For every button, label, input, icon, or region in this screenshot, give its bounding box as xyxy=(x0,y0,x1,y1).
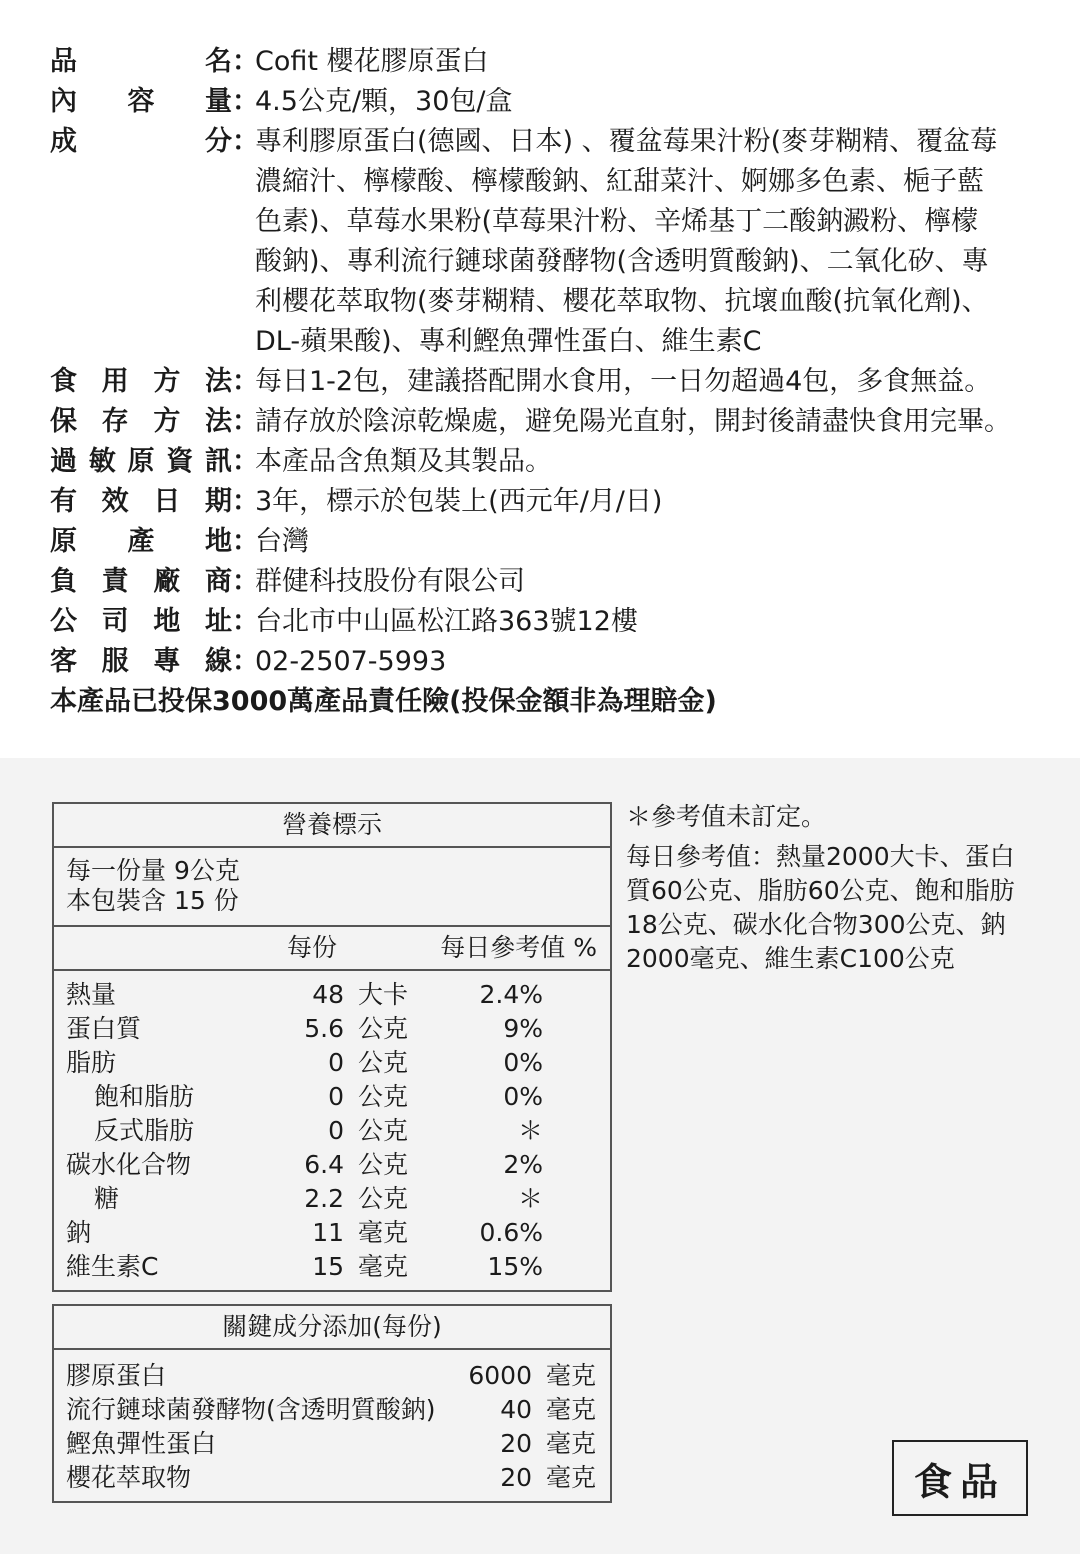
info-colon: ： xyxy=(232,46,259,77)
nutrient-amount: 48 xyxy=(312,980,344,1009)
info-label-char: 品 xyxy=(50,46,77,77)
ingredient-name: 膠原蛋白 xyxy=(66,1361,167,1390)
nutrition-title: 營養標示 xyxy=(54,804,610,848)
key-ingredient-row xyxy=(54,1359,610,1393)
key-ingredient-row xyxy=(54,1393,610,1427)
info-value xyxy=(255,562,1040,602)
info-value-line: 利櫻花萃取物(麥芽糊精、櫻花萃取物、抗壞血酸(抗氧化劑)、 xyxy=(255,286,989,317)
info-label-char: 原 xyxy=(50,526,77,557)
ingredient-unit: 毫克 xyxy=(546,1463,597,1492)
ingredient-unit: 毫克 xyxy=(546,1395,597,1424)
info-label-char: 保 xyxy=(50,406,77,437)
info-label-char: 量 xyxy=(205,86,232,117)
info-label-char: 資 xyxy=(166,446,194,477)
nutrient-daily-value: 2% xyxy=(503,1150,543,1179)
nutrient-name: 維生素C xyxy=(66,1252,159,1281)
info-label-char: 專 xyxy=(153,646,181,677)
ingredient-amount: 6000 xyxy=(468,1361,532,1390)
info-colon: ： xyxy=(232,406,259,437)
nutrition-panel xyxy=(0,758,1080,1554)
info-label-char: 敏 xyxy=(88,446,116,477)
info-label-char: 日 xyxy=(153,486,181,517)
nutrient-name: 熱量 xyxy=(66,980,117,1009)
ingredient-name: 鰹魚彈性蛋白 xyxy=(66,1429,217,1458)
nutrient-unit: 公克 xyxy=(358,1082,409,1111)
info-value xyxy=(255,642,1040,682)
daily-reference-line: 質60公克、脂肪60公克、飽和脂肪 xyxy=(626,876,1015,905)
info-value xyxy=(255,122,1040,362)
info-label-char: 服 xyxy=(101,646,129,677)
info-row xyxy=(50,42,1040,82)
ingredient-name: 櫻花萃取物 xyxy=(66,1463,192,1492)
nutrient-amount: 15 xyxy=(312,1252,344,1281)
info-label-char: 分 xyxy=(205,126,232,157)
ingredient-name: 流行鏈球菌發酵物(含透明質酸鈉) xyxy=(66,1395,436,1424)
info-label xyxy=(50,482,232,522)
info-label xyxy=(50,42,232,82)
ingredient-amount: 20 xyxy=(500,1429,532,1458)
info-row xyxy=(50,82,1040,122)
nutrition-row xyxy=(54,1216,610,1250)
info-label-char: 有 xyxy=(50,486,77,517)
info-value xyxy=(255,482,1040,522)
serving-info xyxy=(54,848,610,927)
nutrient-daily-value: 0% xyxy=(503,1082,543,1111)
nutrient-name: 飽和脂肪 xyxy=(94,1082,195,1111)
info-value-line: 色素)、草莓水果粉(草莓果汁粉、辛烯基丁二酸鈉澱粉、檸檬 xyxy=(255,206,979,237)
nutrition-row xyxy=(54,1250,610,1284)
nutrient-unit: 大卡 xyxy=(358,980,409,1009)
nutrition-rows xyxy=(54,971,610,1290)
nutrient-unit: 公克 xyxy=(358,1014,409,1043)
info-value-line: 3年，標示於包裝上(西元年/月/日) xyxy=(255,486,663,517)
nutrient-daily-value: 0% xyxy=(503,1048,543,1077)
servings-per-pack: 本包裝含 15 份 xyxy=(66,886,239,915)
info-value xyxy=(255,602,1040,642)
key-ingredients-title: 關鍵成分添加(每份) xyxy=(54,1306,610,1350)
info-label-char: 負 xyxy=(50,566,77,597)
nutrition-row xyxy=(54,1046,610,1080)
key-ingredient-rows xyxy=(54,1350,610,1501)
info-label-char: 方 xyxy=(153,366,181,397)
nutrient-amount: 0 xyxy=(328,1082,344,1111)
key-ingredients-table xyxy=(52,1304,612,1503)
info-value xyxy=(255,402,1040,442)
info-colon: ： xyxy=(232,646,259,677)
info-label-char: 期 xyxy=(204,486,232,517)
nutrient-name: 糖 xyxy=(94,1184,120,1213)
info-label-char: 容 xyxy=(127,86,155,117)
daily-reference-line: 18公克、碳水化合物300公克、鈉 xyxy=(626,910,1006,939)
reference-notes xyxy=(626,800,1036,976)
info-value-line: 每日1-2包，建議搭配開水食用，一日勿超過4包，多食無益。 xyxy=(255,366,992,397)
daily-reference-line: 每日參考值：熱量2000大卡、蛋白 xyxy=(626,842,1015,871)
info-label-char: 公 xyxy=(50,606,77,637)
info-value-line: 專利膠原蛋白(德國、日本) 、覆盆莓果汁粉(麥芽糊精、覆盆莓 xyxy=(255,126,998,157)
nutrient-unit: 毫克 xyxy=(358,1252,409,1281)
info-row xyxy=(50,402,1040,442)
info-label-char: 原 xyxy=(127,446,155,477)
product-info xyxy=(50,42,1040,722)
info-colon: ： xyxy=(232,126,259,157)
info-colon: ： xyxy=(232,366,259,397)
daily-value-header: 每日參考值 % xyxy=(440,933,597,962)
info-label-char: 名 xyxy=(205,46,232,77)
info-label-char: 效 xyxy=(101,486,129,517)
nutrition-row xyxy=(54,1012,610,1046)
info-label-char: 存 xyxy=(101,406,129,437)
nutrient-amount: 0 xyxy=(328,1116,344,1145)
nutrition-header xyxy=(54,927,610,971)
nutrition-row xyxy=(54,1114,610,1148)
daily-reference-note xyxy=(626,840,1036,976)
info-value-line: 酸鈉)、專利流行鏈球菌發酵物(含透明質酸鈉)、二氧化矽、專 xyxy=(255,246,989,277)
info-label-char: 過 xyxy=(50,446,77,477)
info-value xyxy=(255,362,1040,402)
info-label-char: 司 xyxy=(101,606,129,637)
info-row xyxy=(50,562,1040,602)
nutrient-name: 蛋白質 xyxy=(66,1014,142,1043)
info-label xyxy=(50,562,232,602)
not-established-note: ＊參考值未訂定。 xyxy=(626,802,827,831)
nutrient-daily-value: 9% xyxy=(503,1014,543,1043)
nutrient-name: 碳水化合物 xyxy=(66,1150,192,1179)
info-value-line: 台灣 xyxy=(255,526,309,557)
nutrient-amount: 5.6 xyxy=(304,1014,344,1043)
info-value-line: DL-蘋果酸)、專利鰹魚彈性蛋白、維生素C xyxy=(255,326,762,357)
info-row xyxy=(50,482,1040,522)
info-value-line: 本產品含魚類及其製品。 xyxy=(255,446,552,477)
info-label xyxy=(50,602,232,642)
nutrient-amount: 2.2 xyxy=(304,1184,344,1213)
info-label-char: 線 xyxy=(204,646,232,677)
info-label xyxy=(50,362,232,402)
key-ingredient-row xyxy=(54,1427,610,1461)
nutrition-facts-table xyxy=(52,802,612,1292)
nutrient-amount: 0 xyxy=(328,1048,344,1077)
info-label-char: 法 xyxy=(204,366,232,397)
info-colon: ： xyxy=(232,566,259,597)
nutrient-daily-value: ＊ xyxy=(517,1184,543,1213)
info-value-line: 4.5公克/顆，30包/盒 xyxy=(255,86,513,117)
info-label xyxy=(50,402,232,442)
info-value-line: Cofit 櫻花膠原蛋白 xyxy=(255,46,489,77)
nutrient-name: 脂肪 xyxy=(66,1048,117,1077)
info-label-char: 產 xyxy=(127,526,155,557)
nutrition-row xyxy=(54,1182,610,1216)
info-label-char: 地 xyxy=(205,526,232,557)
info-value xyxy=(255,522,1040,562)
ingredient-unit: 毫克 xyxy=(546,1361,597,1390)
info-row xyxy=(50,642,1040,682)
info-row xyxy=(50,522,1040,562)
insurance-disclaimer: 本產品已投保3000萬產品責任險(投保金額非為理賠金) xyxy=(50,686,717,717)
nutrition-row xyxy=(54,1080,610,1114)
info-row xyxy=(50,362,1040,402)
info-colon: ： xyxy=(232,606,259,637)
info-value-line: 群健科技股份有限公司 xyxy=(255,566,525,597)
info-colon: ： xyxy=(232,526,259,557)
nutrient-daily-value: ＊ xyxy=(517,1116,543,1145)
ingredient-unit: 毫克 xyxy=(546,1429,597,1458)
nutrient-unit: 公克 xyxy=(358,1048,409,1077)
ingredient-amount: 40 xyxy=(500,1395,532,1424)
nutrient-amount: 11 xyxy=(312,1218,344,1247)
info-label-char: 址 xyxy=(204,606,232,637)
ingredient-amount: 20 xyxy=(500,1463,532,1492)
nutrition-row xyxy=(54,978,610,1012)
info-label-char: 方 xyxy=(153,406,181,437)
nutrient-unit: 公克 xyxy=(358,1116,409,1145)
info-label-char: 客 xyxy=(50,646,77,677)
info-label-char: 內 xyxy=(50,86,77,117)
info-label-char: 訊 xyxy=(205,446,232,477)
nutrient-amount: 6.4 xyxy=(304,1150,344,1179)
info-value xyxy=(255,82,1040,122)
info-colon: ： xyxy=(232,486,259,517)
nutrient-unit: 公克 xyxy=(358,1150,409,1179)
info-row xyxy=(50,602,1040,642)
info-label-char: 地 xyxy=(153,606,181,637)
info-label-char: 用 xyxy=(101,366,129,397)
nutrition-row xyxy=(54,1148,610,1182)
info-label-char: 責 xyxy=(101,566,129,597)
serving-size: 每一份量 9公克 xyxy=(66,856,240,885)
info-label-char: 廠 xyxy=(153,566,181,597)
info-label xyxy=(50,522,232,562)
info-value-line: 02-2507-5993 xyxy=(255,646,447,677)
info-label xyxy=(50,122,232,162)
info-value-line: 台北市中山區松江路363號12樓 xyxy=(255,606,638,637)
nutrient-daily-value: 2.4% xyxy=(479,980,543,1009)
info-value xyxy=(255,442,1040,482)
info-label xyxy=(50,442,232,482)
info-value-line: 請存放於陰涼乾燥處，避免陽光直射，開封後請盡快食用完畢。 xyxy=(255,406,1011,437)
info-value-line: 濃縮汁、檸檬酸、檸檬酸鈉、紅甜菜汁、婀娜多色素、梔子藍 xyxy=(255,166,984,197)
info-label-char: 法 xyxy=(204,406,232,437)
nutrient-unit: 公克 xyxy=(358,1184,409,1213)
daily-reference-line: 2000毫克、維生素C100公克 xyxy=(626,944,955,973)
food-badge: 食品 xyxy=(892,1440,1028,1516)
nutrient-name: 鈉 xyxy=(66,1218,92,1247)
info-row xyxy=(50,122,1040,362)
info-label xyxy=(50,642,232,682)
nutrient-daily-value: 0.6% xyxy=(479,1218,543,1247)
nutrient-unit: 毫克 xyxy=(358,1218,409,1247)
info-label-char: 成 xyxy=(50,126,77,157)
info-colon: ： xyxy=(232,86,259,117)
nutrient-name: 反式脂肪 xyxy=(94,1116,195,1145)
info-value xyxy=(255,42,1040,82)
key-ingredient-row xyxy=(54,1461,610,1495)
info-label-char: 商 xyxy=(204,566,232,597)
info-label-char: 食 xyxy=(50,366,77,397)
info-label xyxy=(50,82,232,122)
nutrient-daily-value: 15% xyxy=(487,1252,543,1281)
per-serving-header: 每份 xyxy=(286,933,337,962)
info-row xyxy=(50,442,1040,482)
info-colon: ： xyxy=(232,446,259,477)
